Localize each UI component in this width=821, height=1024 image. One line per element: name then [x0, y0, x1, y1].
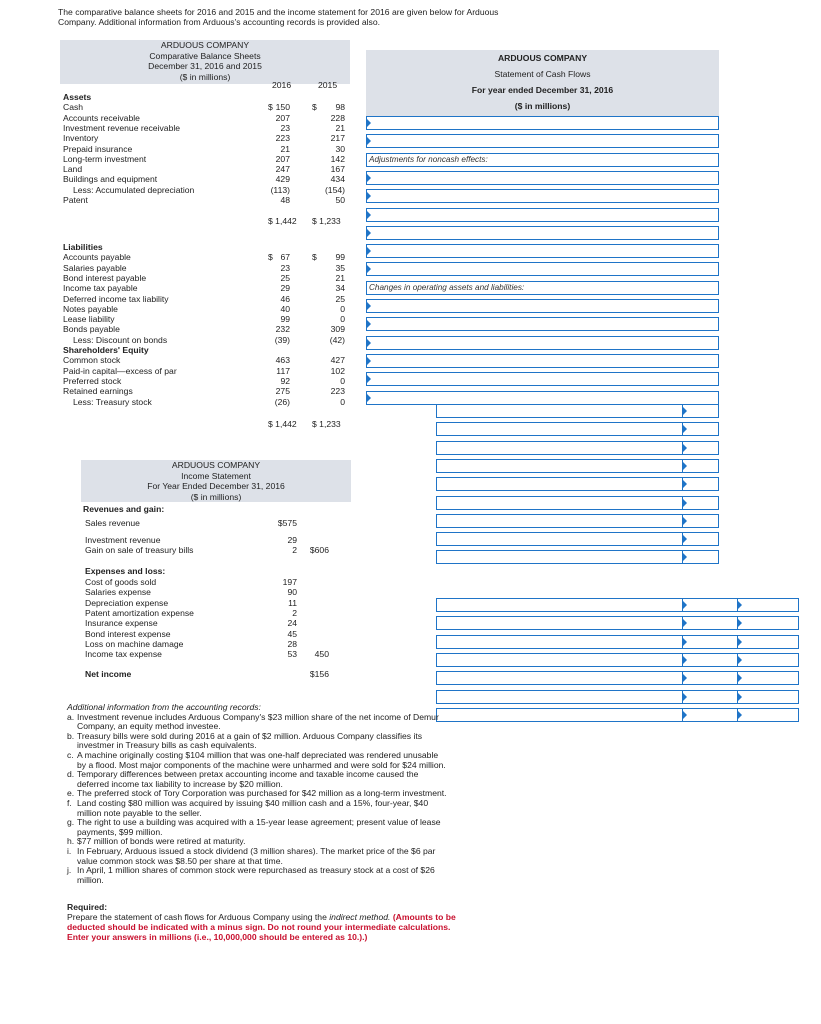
dropdown-marker-icon: [683, 535, 687, 543]
dropdown-marker-icon: [367, 137, 371, 145]
bs-company: ARDUOUS COMPANY: [160, 40, 250, 50]
liability-2016: 67: [280, 252, 290, 263]
expense-amount: 24: [287, 618, 297, 629]
asset-2016: 48: [280, 195, 290, 205]
bs-date: December 31, 2016 and 2015: [148, 61, 262, 71]
item-text: $77 million of bonds were retired at maturity.: [77, 836, 246, 847]
liability-2015: 34: [335, 283, 345, 294]
year-2015: 2015: [318, 80, 338, 90]
dropdown-marker-icon: [738, 638, 742, 646]
asset-label: Assets: [63, 92, 92, 102]
liability-row: [63, 335, 348, 345]
liability-label: Bonds payable: [63, 324, 120, 335]
liability-label: Less: Treasury stock: [73, 396, 152, 407]
currency-symbol: $: [312, 102, 317, 113]
item-text: Investment revenue includes Arduous Company's $23 million share of the net income of Demur Company, an equity method investee.: [77, 711, 439, 732]
expense-row: [85, 587, 350, 597]
cash-flow-input-row[interactable]: [366, 262, 719, 276]
dropdown-marker-icon: [367, 375, 371, 383]
asset-label: Cash: [63, 102, 84, 113]
liability-2016: 40: [280, 303, 290, 314]
dropdown-marker-icon: [738, 656, 742, 664]
item-text: In April, 1 million shares of common stock were repurchased as treasury stock at a cost of $26 million.: [77, 865, 435, 885]
item-text: Treasury bills were sold during 2016 at a gain of $2 million. Arduous Company classifies its investmer in Treasury bills as cash equivalents.: [77, 730, 423, 751]
cash-flow-input-row[interactable]: [366, 171, 719, 185]
dropdown-marker-icon: [367, 247, 371, 255]
item-key: h.: [67, 836, 75, 847]
dropdown-marker-icon: [683, 601, 687, 609]
revenues-title: Revenues and gain:: [83, 504, 165, 514]
liability-row: [63, 376, 348, 386]
liability-2016: 463: [275, 355, 290, 366]
dropdown-marker-icon: [683, 638, 687, 646]
dropdown-marker-icon: [738, 619, 742, 627]
asset-row: [63, 174, 348, 184]
expense-label: Bond interest expense: [85, 628, 171, 639]
dropdown-marker-icon: [738, 711, 742, 719]
balance-sheet-header: [60, 40, 350, 84]
liability-2016: 99: [280, 314, 290, 325]
dropdown-marker-icon: [367, 265, 371, 273]
expense-total: 450: [314, 649, 329, 660]
liability-2015: 0: [340, 314, 345, 325]
liability-label: Common stock: [63, 355, 121, 366]
expense-label: Loss on machine damage: [85, 638, 184, 649]
dropdown-marker-icon: [683, 693, 687, 701]
asset-label: Patent: [63, 195, 88, 205]
cash-flow-input-row[interactable]: [366, 299, 719, 313]
dropdown-marker-icon: [683, 425, 687, 433]
expense-label: Insurance expense: [85, 618, 158, 629]
item-text: The preferred stock of Tory Corporation was purchased for $42 million as a long-term investment.: [77, 788, 447, 799]
liability-2015: (42): [329, 334, 345, 345]
dropdown-marker-icon: [738, 693, 742, 701]
asset-2016: 429: [275, 174, 290, 185]
liability-2015: 223: [330, 386, 345, 397]
additional-info: [67, 703, 447, 885]
expense-label: Patent amortization expense: [85, 607, 194, 618]
additional-item: [67, 751, 447, 770]
cash-flow-input-row[interactable]: [366, 189, 719, 203]
cash-flow-input-row[interactable]: [436, 404, 719, 418]
liability-2015: 21: [335, 272, 345, 283]
liability-row: [63, 314, 348, 324]
net-income-row: Net income $156: [85, 669, 329, 679]
additional-items: [67, 713, 447, 886]
cash-flow-input-row[interactable]: [436, 514, 719, 528]
currency-symbol: $: [268, 252, 273, 263]
dropdown-marker-icon: [738, 601, 742, 609]
cash-flow-input-row[interactable]: [436, 532, 719, 546]
expenses-title: Expenses and loss:: [85, 566, 166, 576]
liability-2016: 275: [275, 386, 290, 397]
liability-label: Bond interest payable: [63, 272, 147, 283]
expense-row: [85, 629, 350, 639]
cash-flow-input-row[interactable]: [436, 671, 799, 685]
liability-label: Preferred stock: [63, 375, 122, 386]
cash-flow-label-row: [366, 153, 719, 167]
cash-flow-input-row[interactable]: [436, 550, 719, 564]
required-instructions: (Amounts to be deducted should be indicated with a minus sign. Do not round your intermediate calculations. Enter your answers in millions (i.e., 10,000,000 should be entered as 10.).): [67, 912, 456, 942]
liability-2016: 92: [280, 375, 290, 386]
required-block: [67, 902, 467, 942]
item-key: c.: [67, 749, 74, 760]
asset-row: [63, 92, 348, 102]
asset-2015: 30: [335, 143, 345, 154]
cash-flow-section-label: Changes in operating assets and liabilities:: [369, 282, 525, 292]
asset-label: Accounts receivable: [63, 112, 140, 123]
asset-row: [63, 133, 348, 143]
liability-label: Liabilities: [63, 242, 103, 252]
additional-item: [67, 770, 447, 789]
asset-2016: 150: [275, 102, 290, 113]
cash-flow-section-label: Adjustments for noncash effects:: [369, 154, 488, 164]
dropdown-marker-icon: [367, 302, 371, 310]
liability-label: Deferred income tax liability: [63, 293, 169, 304]
asset-row: [63, 164, 348, 174]
cash-flow-input-row[interactable]: [366, 354, 719, 368]
cash-flow-input-row[interactable]: [436, 690, 799, 704]
cf-title: Statement of Cash Flows: [494, 69, 591, 79]
asset-label: Land: [63, 164, 83, 175]
liability-2015: 102: [330, 365, 345, 376]
asset-2015: 50: [335, 195, 345, 205]
asset-label: Less: Accumulated depreciation: [73, 184, 195, 195]
expense-amount: 197: [282, 577, 297, 587]
cash-flow-input-row[interactable]: [436, 477, 719, 491]
is-title: Income Statement: [181, 470, 251, 481]
cash-flow-input-row[interactable]: [436, 616, 799, 630]
item-key: i.: [67, 845, 72, 856]
cash-flow-header: [366, 50, 719, 116]
liability-2016: 117: [276, 365, 290, 376]
asset-label: Long-term investment: [63, 153, 147, 164]
total-liab-2016: $ 1,442: [268, 419, 297, 429]
dropdown-marker-icon: [367, 229, 371, 237]
cash-flow-input-row[interactable]: [366, 391, 719, 405]
asset-2016: 247: [275, 164, 290, 175]
cash-flow-input-row[interactable]: [436, 635, 799, 649]
dropdown-marker-icon: [683, 553, 687, 561]
dropdown-marker-icon: [683, 517, 687, 525]
expense-row: [85, 649, 350, 659]
cash-flow-input-row[interactable]: [366, 134, 719, 148]
expense-label: Salaries expense: [85, 587, 151, 598]
liability-label: Less: Discount on bonds: [73, 334, 168, 345]
cash-flow-input-row[interactable]: [366, 372, 719, 386]
required-title: Required:: [67, 902, 108, 912]
expense-label: Cost of goods sold: [85, 577, 157, 587]
dropdown-marker-icon: [683, 674, 687, 682]
cash-flow-input-row[interactable]: [436, 598, 799, 612]
cash-flow-input-row[interactable]: [366, 244, 719, 258]
liability-2015: 25: [335, 293, 345, 304]
liability-2015: 0: [340, 303, 345, 314]
dropdown-marker-icon: [738, 674, 742, 682]
liability-2015: 0: [340, 375, 345, 386]
liability-label: Notes payable: [63, 303, 118, 314]
dropdown-marker-icon: [683, 656, 687, 664]
expense-amount: 11: [288, 597, 297, 608]
cash-flow-input-row[interactable]: [366, 336, 719, 350]
expense-amount: 2: [292, 607, 297, 618]
dropdown-marker-icon: [683, 462, 687, 470]
cf-units: ($ in millions): [514, 101, 571, 111]
liability-2015: 427: [330, 355, 345, 366]
is-date: For Year Ended December 31, 2016: [147, 481, 285, 491]
asset-row: [63, 154, 348, 164]
total-assets-2015: $ 1,233: [312, 216, 341, 226]
liability-label: Retained earnings: [63, 386, 133, 397]
expense-row: [85, 608, 350, 618]
intro-text: The comparative balance sheets for 2016 and 2015 and the income statement for 2016 are given below for Arduous Company. Additional information from Arduous's accounting records is provided also.: [58, 7, 499, 27]
liability-label: Income tax payable: [63, 283, 138, 294]
item-text: In February, Arduous issued a stock dividend (3 million shares). The market price of the $6 par value common stock was $8.50 per share at that time.: [77, 845, 436, 866]
required-text: Prepare the statement of cash flows for Arduous Company using the: [67, 912, 327, 922]
expense-label: Income tax expense: [85, 649, 162, 660]
cash-flow-input-row[interactable]: [436, 459, 719, 473]
item-key: b.: [67, 730, 75, 741]
asset-2016: (113): [270, 184, 290, 195]
liability-row: [63, 324, 348, 334]
asset-2016: 23: [280, 122, 290, 133]
item-key: j.: [67, 865, 72, 876]
asset-2016: 223: [275, 133, 290, 144]
sales-row: Sales revenue $575: [85, 518, 297, 528]
inv-rev-row: Investment revenue 29: [85, 535, 297, 545]
liability-2015: 35: [335, 262, 345, 273]
asset-row: [63, 144, 348, 154]
liability-2016: (39): [274, 334, 290, 345]
dropdown-marker-icon: [367, 211, 371, 219]
dropdown-marker-icon: [367, 394, 371, 402]
cf-company: ARDUOUS COMPANY: [497, 53, 588, 63]
liability-label: Shareholders' Equity: [63, 345, 149, 355]
expense-amount: 28: [287, 638, 297, 649]
asset-row: [63, 123, 348, 133]
asset-2015: 21: [335, 122, 345, 133]
item-key: g.: [67, 817, 75, 828]
cf-date: For year ended December 31, 2016: [471, 85, 614, 95]
is-company: ARDUOUS COMPANY: [171, 460, 261, 470]
liability-row: [63, 386, 348, 396]
currency-symbol: $: [268, 102, 273, 113]
dropdown-marker-icon: [367, 192, 371, 200]
asset-2016: 207: [275, 153, 290, 164]
expense-row: [85, 598, 350, 608]
asset-2015: 434: [330, 174, 345, 185]
expense-label: Depreciation expense: [85, 597, 169, 608]
item-text: The right to use a building was acquired with a 15-year lease agreement; present value of lease payments, $99 million.: [77, 817, 441, 837]
additional-title: Additional information from the accounting records:: [67, 702, 261, 712]
liability-row: [63, 366, 348, 376]
cash-flow-input-row[interactable]: [436, 653, 799, 667]
liability-row: [63, 397, 348, 407]
required-method: indirect method.: [329, 912, 391, 922]
asset-label: Prepaid insurance: [63, 143, 133, 154]
liability-row: [63, 273, 348, 283]
cash-flow-input-row[interactable]: [436, 708, 799, 722]
liability-label: Lease liability: [63, 314, 115, 325]
dropdown-marker-icon: [683, 711, 687, 719]
liability-row: [63, 283, 348, 293]
is-units: ($ in millions): [190, 491, 242, 502]
liability-2015: 0: [340, 396, 345, 407]
asset-2015: 167: [330, 164, 345, 175]
liability-row: [63, 242, 348, 252]
liability-2016: 29: [280, 283, 290, 294]
expense-row: [85, 577, 350, 587]
item-text: A machine originally costing $104 million that was one-half depreciated was rendered unusable by a flood. Most major components of the machine were unharmed and were sold for $24 million.: [77, 749, 446, 770]
additional-item: [67, 847, 447, 866]
cash-flow-input-row[interactable]: [366, 226, 719, 240]
dropdown-marker-icon: [367, 119, 371, 127]
expense-row: [85, 618, 350, 628]
asset-label: Inventory: [63, 133, 99, 144]
liability-label: Paid-in capital—excess of par: [63, 365, 177, 376]
liability-row: [63, 345, 348, 355]
item-text: Land costing $80 million was acquired by issuing $40 million cash and a 15%, four-year, $40 million note payable to the seller.: [77, 797, 429, 818]
item-text: Temporary differences between pretax accounting income and taxable income caused the deferred income tax liability to increase by $20 million.: [77, 769, 419, 789]
liability-row: [63, 304, 348, 314]
asset-label: Investment revenue receivable: [63, 122, 181, 133]
asset-row: [63, 102, 348, 112]
dropdown-marker-icon: [683, 499, 687, 507]
item-key: a.: [67, 711, 75, 722]
expense-amount: 90: [287, 587, 297, 598]
cash-flow-label-row: [366, 281, 719, 295]
dropdown-marker-icon: [367, 339, 371, 347]
dropdown-marker-icon: [367, 357, 371, 365]
item-key: e.: [67, 788, 75, 799]
additional-item: [67, 866, 447, 885]
additional-item: [67, 732, 447, 751]
dropdown-marker-icon: [367, 174, 371, 182]
liability-2016: 23: [280, 262, 290, 273]
dropdown-marker-icon: [683, 444, 687, 452]
asset-2015: 217: [330, 133, 345, 144]
bs-title: Comparative Balance Sheets: [149, 50, 261, 61]
liability-2015: 309: [330, 324, 345, 335]
cash-flow-input-row[interactable]: [436, 496, 719, 510]
gain-row: Gain on sale of treasury bills 2 $606: [85, 545, 329, 555]
item-key: d.: [67, 769, 75, 780]
cash-flow-input-row[interactable]: [436, 422, 719, 436]
asset-row: [63, 195, 348, 205]
asset-2016: 21: [280, 143, 290, 154]
expense-amount: 45: [287, 628, 297, 639]
year-2016: 2016: [272, 80, 292, 90]
dropdown-marker-icon: [367, 320, 371, 328]
bs-units: ($ in millions): [179, 71, 231, 82]
additional-item: [67, 713, 447, 732]
liability-row: [63, 355, 348, 365]
item-key: f.: [67, 797, 72, 808]
dropdown-marker-icon: [683, 407, 687, 415]
liability-row: [63, 263, 348, 273]
additional-item: [67, 799, 447, 818]
cash-flow-input-row[interactable]: [366, 116, 719, 130]
dropdown-marker-icon: [683, 480, 687, 488]
cash-flow-input-row[interactable]: [436, 441, 719, 455]
additional-item: [67, 818, 447, 837]
liability-row: [63, 294, 348, 304]
liability-2016: 46: [280, 293, 290, 304]
asset-2015: 98: [335, 102, 345, 113]
income-statement-header: [81, 460, 351, 502]
asset-label: Buildings and equipment: [63, 174, 158, 185]
asset-row: [63, 185, 348, 195]
asset-2015: 142: [330, 153, 345, 164]
asset-2016: 207: [275, 112, 290, 123]
total-liab-2015: $ 1,233: [312, 419, 341, 429]
total-assets-2016: $ 1,442: [268, 216, 297, 226]
liability-2016: (26): [274, 396, 290, 407]
asset-2015: 228: [330, 112, 345, 123]
liability-label: Salaries payable: [63, 262, 127, 273]
liability-row: [63, 252, 348, 262]
liability-2015: 99: [335, 252, 345, 263]
cash-flow-input-row[interactable]: [366, 317, 719, 331]
dropdown-marker-icon: [683, 619, 687, 627]
expense-amount: 53: [287, 649, 297, 660]
liability-2016: 232: [275, 324, 290, 335]
liability-2016: 25: [280, 272, 290, 283]
asset-row: [63, 113, 348, 123]
expense-row: [85, 639, 350, 649]
liability-label: Accounts payable: [63, 252, 131, 263]
cash-flow-input-row[interactable]: [366, 208, 719, 222]
asset-2015: (154): [324, 184, 345, 195]
currency-symbol: $: [312, 252, 317, 263]
